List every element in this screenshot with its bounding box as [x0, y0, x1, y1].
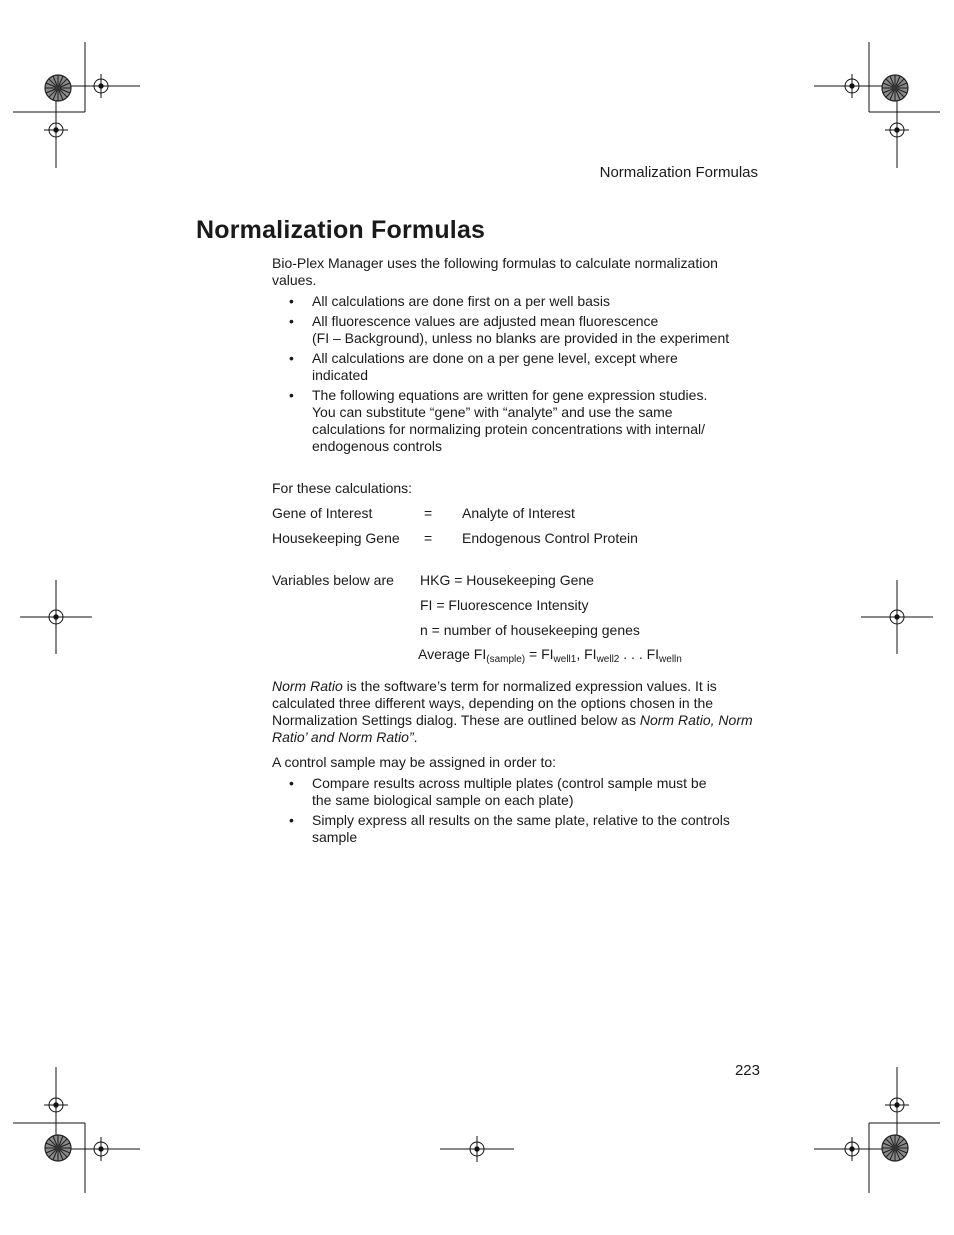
intro-paragraph: Bio-Plex Manager uses the following formulas to calculate normalization values. [272, 255, 718, 288]
norm-ratio-paragraph: Norm Ratio is the software’s term for normalized expression values. It is calculated three different ways, depending on the options chosen in the Normalization Settings dialog. These are outlined below as Norm Ratio, Norm Ratio’ and Norm Ratio”. [272, 678, 753, 745]
list-item: • Simply express all results on the same plate, relative to the controls sample [272, 812, 762, 846]
variable-fi: FI = Fluorescence Intensity [420, 597, 589, 613]
definition-row: Housekeeping Gene = Endogenous Control Protein [272, 530, 638, 546]
control-sample-list [272, 775, 762, 846]
list-item: • The following equations are written for gene expression studies. You can substitute “gene” with “analyte” and use the same calculations for normalizing protein concentrations with internal/ endogenous controls [272, 387, 762, 455]
calculations-label: For these calculations: [272, 480, 413, 496]
variables-block [272, 572, 762, 667]
page-number: 223 [734, 1062, 760, 1079]
body-content [272, 255, 762, 849]
variable-hkg: HKG = Housekeeping Gene [420, 572, 594, 588]
list-item: • All calculations are done on a per gene level, except where indicated [272, 350, 762, 384]
definitions-table [272, 505, 762, 555]
variables-label: Variables below are [272, 572, 394, 588]
variable-n: n = number of housekeeping genes [420, 622, 640, 638]
list-item: • All fluorescence values are adjusted mean fluorescence (FI – Background), unless no blanks are provided in the experiment [272, 313, 762, 347]
list-item: • All calculations are done first on a per well basis [272, 293, 762, 310]
running-head: Normalization Formulas [599, 164, 758, 181]
control-sample-intro: A control sample may be assigned in order to: [272, 754, 557, 770]
list-item: • Compare results across multiple plates (control sample must be the same biological sample on each plate) [272, 775, 762, 809]
average-formula: Average $FI_{(sample)} = FI_{well1}$, $FI_{well2}$ . . . $FI_{welln}$ [418, 646, 682, 665]
definition-row: Gene of Interest = Analyte of Interest [272, 505, 575, 521]
calculation-rules-list [272, 293, 762, 455]
page-title: Normalization Formulas [196, 216, 486, 244]
